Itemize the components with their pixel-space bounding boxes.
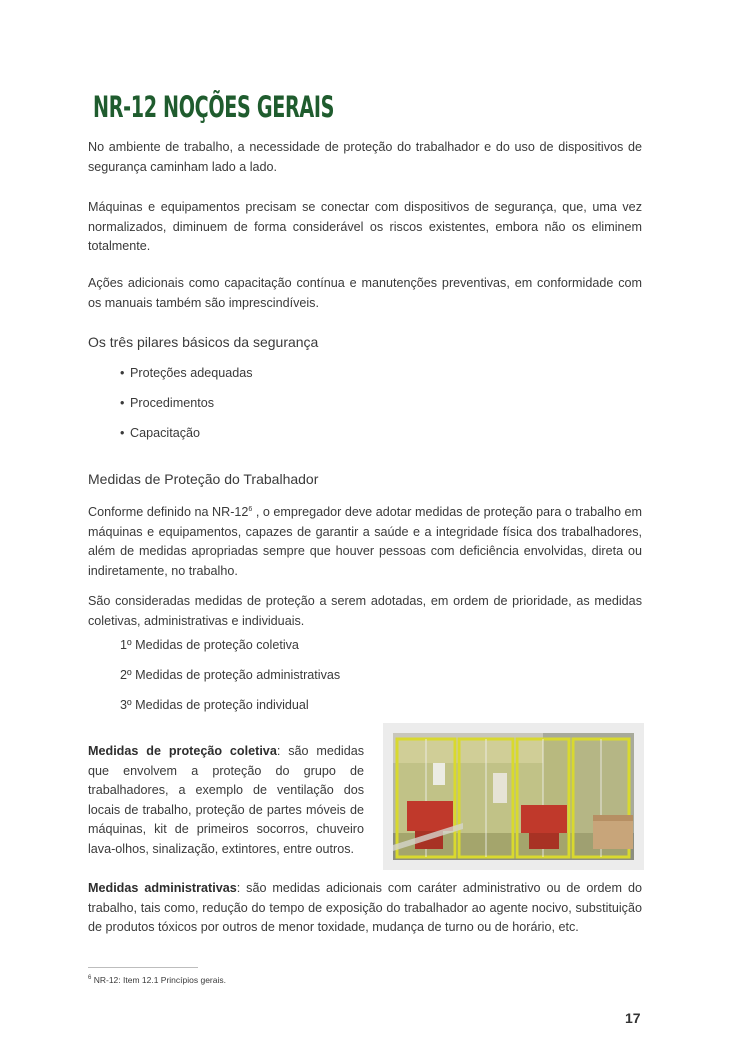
bullet-icon: • — [120, 396, 125, 410]
page-title: NR-12 NOÇÕES GERAIS — [93, 90, 335, 124]
administrative-label: Medidas administrativas — [88, 881, 237, 895]
measure-item-collective: 1º Medidas de proteção coletiva — [120, 638, 299, 652]
page-number: 17 — [625, 1010, 641, 1026]
footnote-reference: 6 — [248, 506, 253, 513]
protection-paragraph-1: Conforme definido na $NR-12^6$ , o empregador deve adotar medidas de proteção para o trabalho em máquinas e equipamentos, capazes de garantir a saúde e a integridade física dos trabalhadores, além de medidas apropriadas sempre que houver pessoas com deficiência envolvidas, direta ou indiretamente, no trabalho. — [88, 505, 642, 578]
intro-paragraph-1: No ambiente de trabalho, a necessidade de proteção do trabalhador e do uso de dispositivos de segurança caminham lado a lado. — [88, 140, 642, 174]
footnote-marker: 6 — [88, 975, 92, 982]
pillar-item: • Proteções adequadas — [120, 366, 253, 380]
collective-paragraph: Medidas de proteção coletiva: são medidas que envolvem a proteção do grupo de trabalhadores, a exemplo de ventilação dos locais de trabalho, proteção de partes móveis de máquinas, kit de primeiros socorros, chuveiro lava-olhos, sinalização, extintores, entre outros. — [88, 744, 365, 856]
pillars-heading: Os três pilares básicos da segurança — [88, 334, 319, 350]
pillar-item: • Capacitação — [120, 426, 201, 440]
protection-paragraph-2: São consideradas medidas de proteção a serem adotadas, em ordem de prioridade, as medidas coletivas, administrativas e individuais. — [88, 594, 642, 628]
footnote: $^6$ NR-12: Item 12.1 Princípios gerais. — [88, 975, 226, 985]
collective-label: Medidas de proteção coletiva — [88, 744, 277, 758]
bullet-icon: • — [120, 426, 125, 440]
administrative-paragraph: Medidas administrativas: são medidas adicionais com caráter administrativo ou de ordem do trabalho, tais como, redução do tempo de exposição do trabalhador ao agente nocivo, substituição de produtos tóxicos por outros de menor toxidade, mudança de turno ou de horário, etc. — [88, 881, 642, 934]
machine-guard-illustration — [393, 733, 634, 860]
intro-paragraph-2: Máquinas e equipamentos precisam se conectar com dispositivos de segurança, que, uma vez normalizados, diminuem de forma considerável os riscos existentes, embora não os eliminem totalmente. — [88, 200, 642, 253]
footnote-divider — [88, 967, 198, 968]
measure-item-individual: 3º Medidas de proteção individual — [120, 698, 309, 712]
pillar-item: • Procedimentos — [120, 396, 214, 410]
bullet-icon: • — [120, 366, 125, 380]
protection-heading: Medidas de Proteção do Trabalhador — [88, 471, 319, 487]
measure-item-administrative: 2º Medidas de proteção administrativas — [120, 668, 341, 682]
intro-paragraph-3: Ações adicionais como capacitação contínua e manutenções preventivas, em conformidade com os manuais também são imprescindíveis. — [88, 276, 642, 310]
machine-guard-photo — [383, 723, 644, 870]
